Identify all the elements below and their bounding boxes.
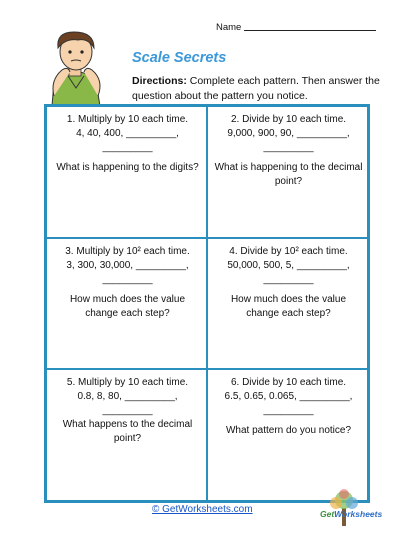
directions-label: Directions: — [132, 75, 187, 87]
problem-answer-blank[interactable]: _________ — [102, 273, 153, 285]
worksheet-title: Scale Secrets — [132, 50, 227, 66]
directions-text: Complete each pattern. Then answer the question about the pattern you notice. — [132, 75, 380, 102]
brand-logo-get: Get — [320, 509, 335, 519]
name-blank-line[interactable] — [244, 30, 376, 31]
brand-logo-worksheets: Worksheets — [334, 509, 383, 519]
copyright-link[interactable]: © GetWorksheets.com — [152, 504, 253, 515]
problem-instruction: 4. Divide by 10² each time. — [229, 245, 348, 257]
brand-logo — [320, 509, 382, 519]
problem-grid — [44, 104, 370, 503]
name-field — [216, 22, 376, 33]
problem-question: What is happening to the digits? — [56, 162, 199, 173]
problem-cell-3 — [46, 238, 207, 370]
problem-question: What happens to the decimal point? — [62, 419, 193, 445]
problem-instruction: 3. Multiply by 10² each time. — [65, 245, 190, 257]
directions — [132, 74, 382, 104]
problem-sequence[interactable]: 50,000, 500, 5, _________, — [227, 259, 350, 271]
problem-question: What is happening to the decimal point? — [214, 162, 363, 187]
name-label: Name — [216, 22, 242, 33]
thinking-kid-illustration — [40, 26, 124, 106]
problem-sequence[interactable]: 4, 40, 400, _________, — [76, 128, 179, 139]
problem-instruction: 6. Divide by 10 each time. — [230, 377, 347, 389]
problem-instruction: 1. Multiply by 10 each time. — [66, 114, 189, 125]
problem-cell-6 — [207, 369, 368, 501]
problem-sequence[interactable]: 6.5, 0.65, 0.065, _________, — [224, 391, 353, 403]
problem-sequence[interactable]: 0.8, 8, 80, _________, _________ — [77, 391, 178, 417]
problem-cell-5 — [46, 369, 207, 501]
problem-instruction: 5. Multiply by 10 each time. — [66, 377, 189, 389]
problem-question: What pattern do you notice? — [225, 425, 352, 437]
problem-question: How much does the value change each step? — [69, 293, 186, 319]
problem-question: How much does the value change each step? — [230, 293, 347, 319]
problem-instruction: 2. Divide by 10 each time. — [230, 114, 347, 125]
problem-cell-1 — [46, 106, 207, 238]
problem-cell-2 — [207, 106, 368, 238]
problem-sequence[interactable]: 9,000, 900, 90, _________, — [227, 128, 350, 139]
problem-answer-blank[interactable]: _________ — [102, 142, 153, 153]
problem-sequence[interactable]: 3, 300, 30,000, _________, — [66, 259, 189, 271]
problem-answer-blank[interactable]: _________ — [263, 142, 314, 153]
problem-answer-blank[interactable]: _________ — [263, 273, 314, 285]
problem-cell-4 — [207, 238, 368, 370]
problem-answer-blank[interactable]: _________ — [263, 405, 314, 417]
